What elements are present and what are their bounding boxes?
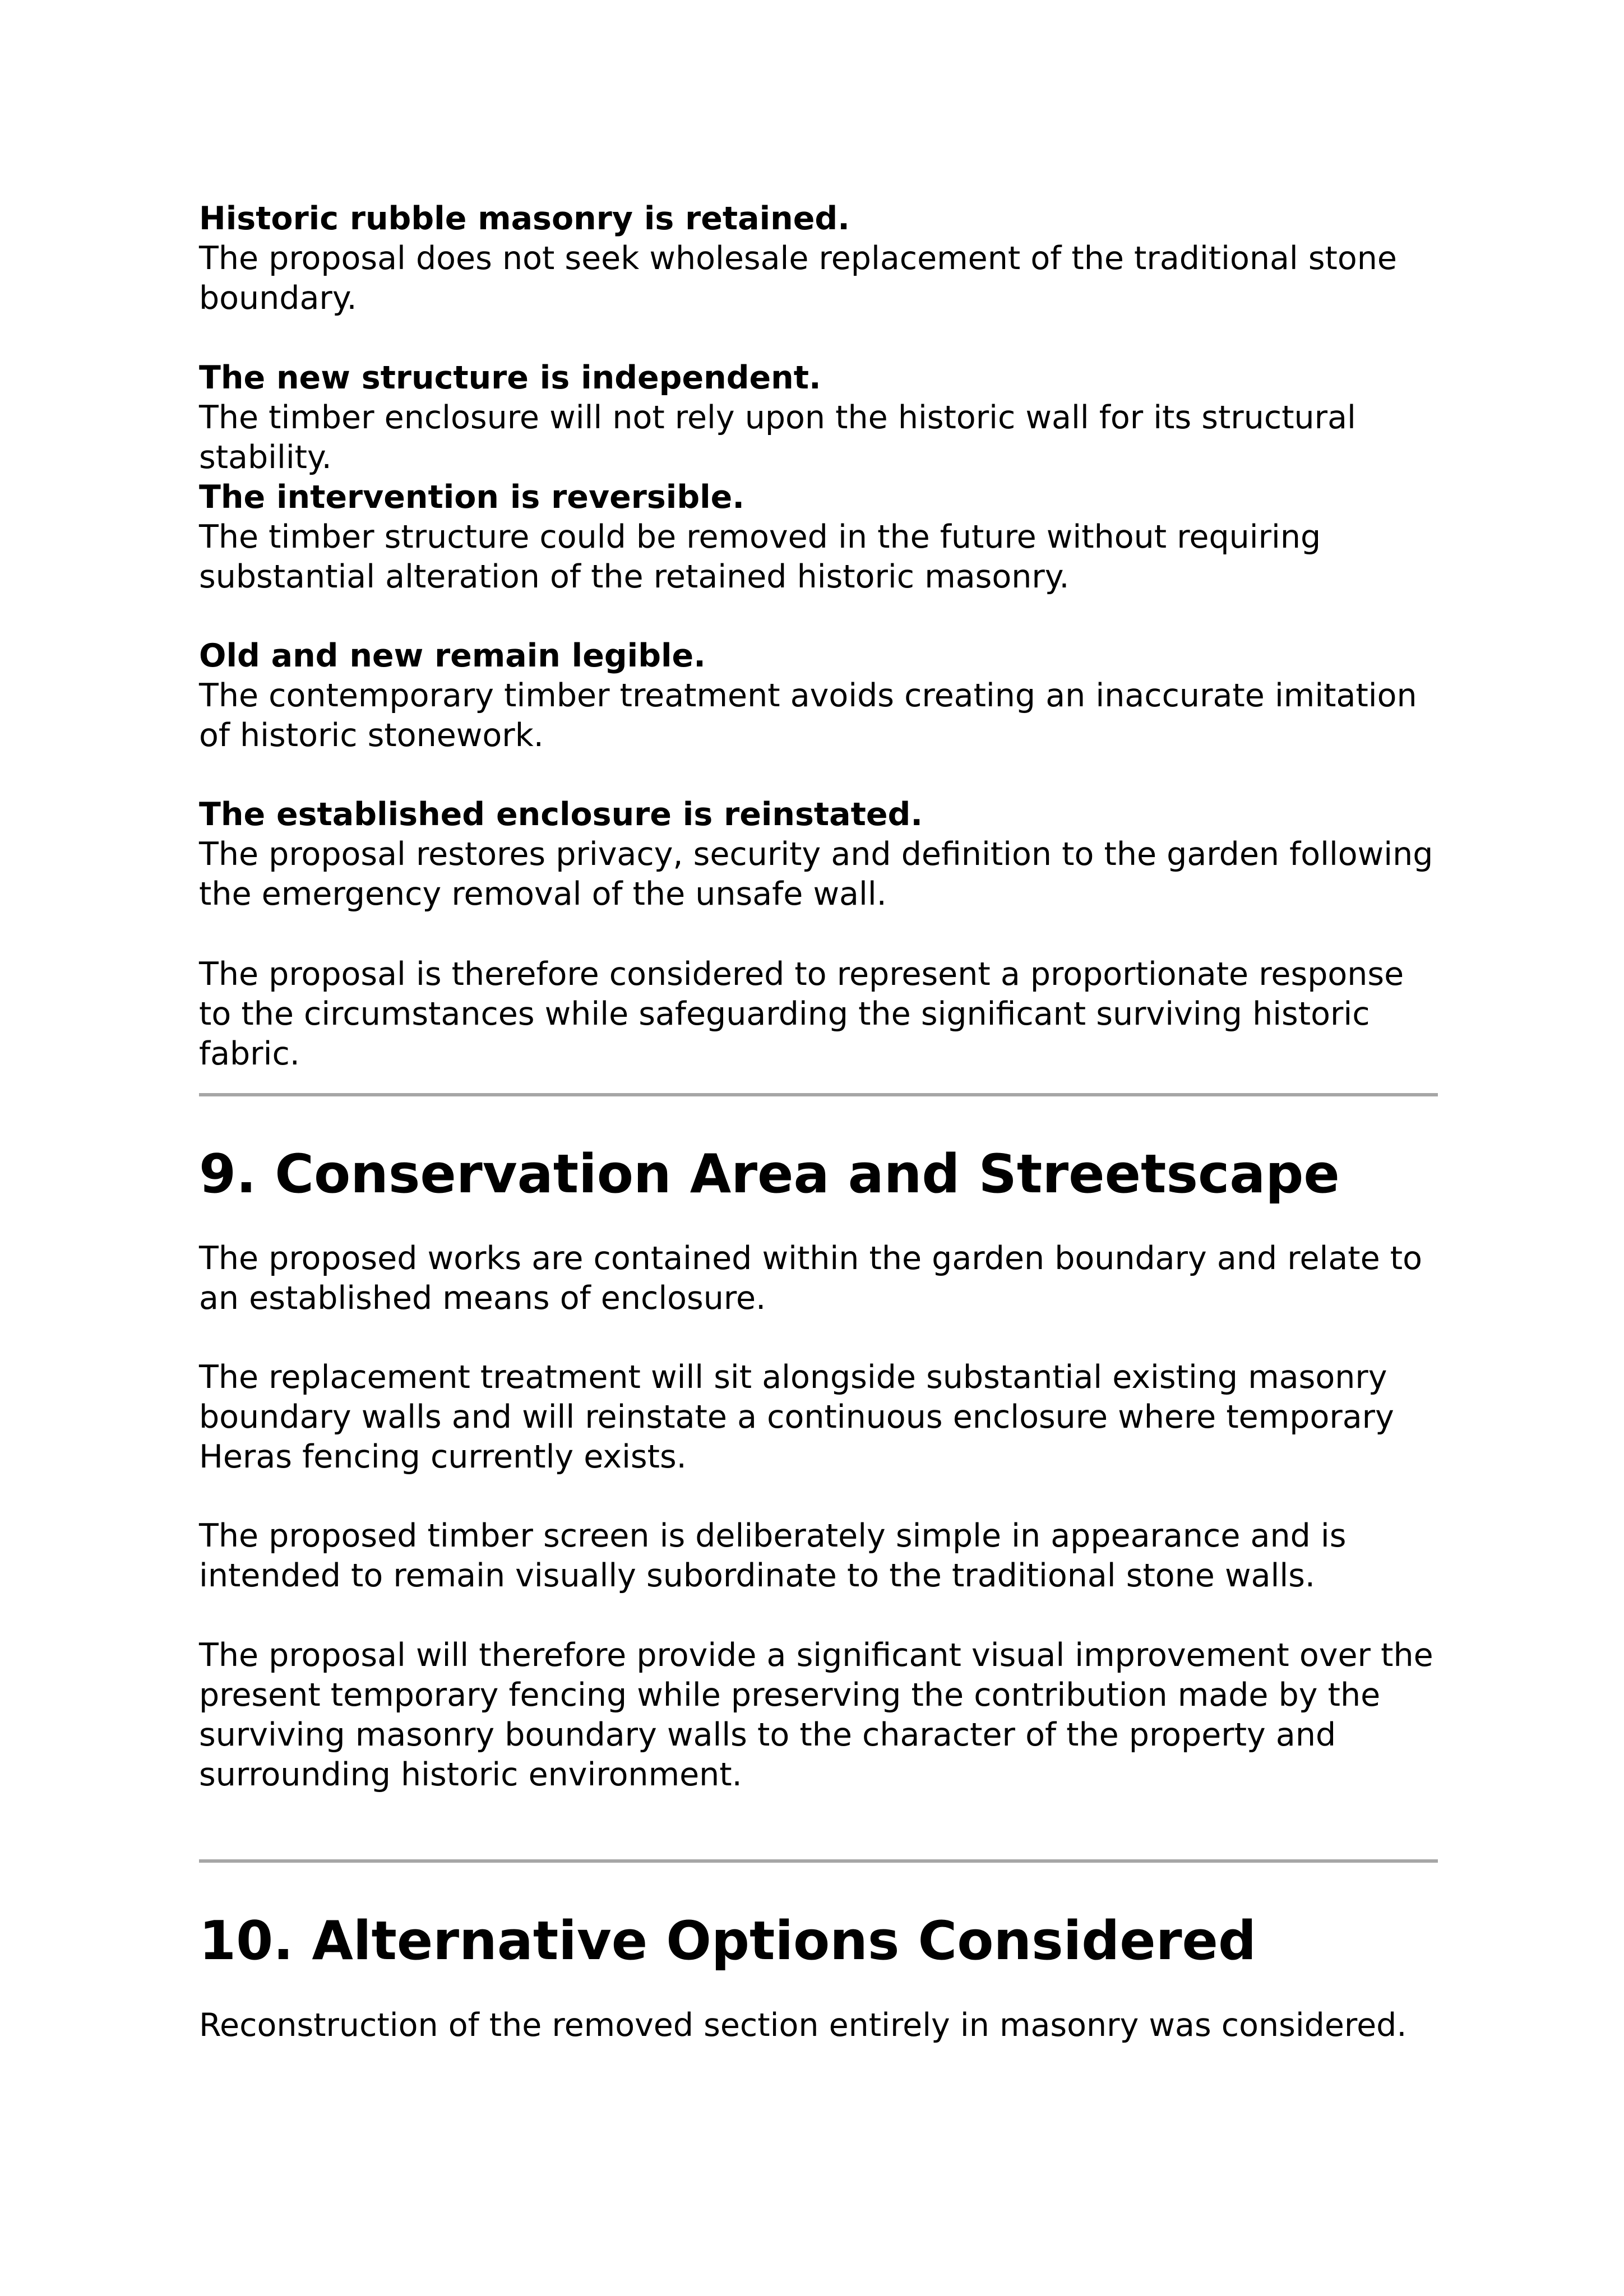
section-10-heading: 10. Alternative Options Considered <box>199 1910 1256 1972</box>
principle-4-text: The contemporary timber treatment avoids creating an inaccurate imitation of historic stonework. <box>199 677 1417 754</box>
principle-3-lead: The intervention is reversible. <box>199 479 744 516</box>
section-9-paragraph-4: The proposal will therefore provide a significant visual improvement over the present temporary fencing while preserving the contribution made by the surviving masonry boundary walls to the character of the property and surrounding historic environment. <box>199 1637 1433 1793</box>
conclusion-paragraph: The proposal is therefore considered to represent a proportionate response to the circumstances while safeguarding the significant surviving historic fabric. <box>199 956 1404 1072</box>
section-9-paragraph-1: The proposed works are contained within the garden boundary and relate to an established means of enclosure. <box>199 1240 1423 1317</box>
section-9-heading: 9. Conservation Area and Streetscape <box>199 1144 1340 1205</box>
principle-2 <box>199 358 1438 478</box>
principle-4-lead: Old and new remain legible. <box>199 637 706 674</box>
principle-1-lead: Historic rubble masonry is retained. <box>199 200 850 237</box>
principle-5-lead: The established enclosure is reinstated. <box>199 796 923 833</box>
principle-3-text: The timber structure could be removed in the future without requiring substantial alteration of the retained historic masonry. <box>199 519 1321 595</box>
principle-4 <box>199 636 1438 756</box>
principle-2-text: The timber enclosure will not rely upon the historic wall for its structural stability. <box>199 399 1356 476</box>
principle-3 <box>199 478 1438 597</box>
principle-5 <box>199 795 1438 914</box>
section-9-paragraph-2: The replacement treatment will sit alongside substantial existing masonry boundary walls and will reinstate a continuous enclosure where temporary Heras fencing currently exists. <box>199 1359 1394 1475</box>
principle-1-text: The proposal does not seek wholesale replacement of the traditional stone boundary. <box>199 240 1397 317</box>
principle-1 <box>199 199 1438 318</box>
principle-5-text: The proposal restores privacy, security and definition to the garden following the emergency removal of the unsafe wall. <box>199 836 1433 913</box>
principle-2-lead: The new structure is independent. <box>199 359 821 396</box>
section-divider-9 <box>199 1093 1438 1096</box>
section-10-paragraph-1: Reconstruction of the removed section entirely in masonry was considered. <box>199 2007 1407 2044</box>
section-divider-10 <box>199 1859 1438 1863</box>
section-9-paragraph-3: The proposed timber screen is deliberately simple in appearance and is intended to remain visually subordinate to the traditional stone walls. <box>199 1517 1347 1594</box>
